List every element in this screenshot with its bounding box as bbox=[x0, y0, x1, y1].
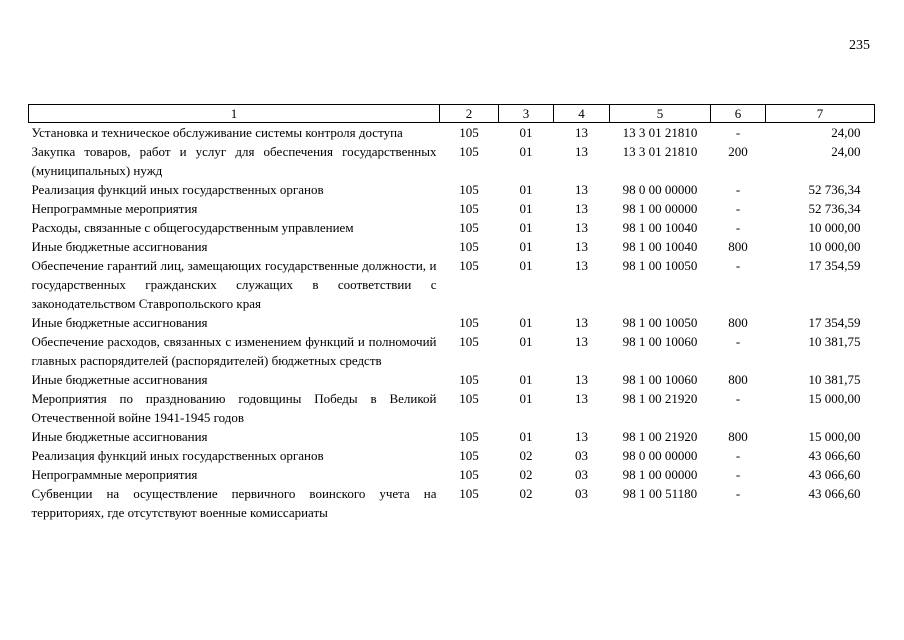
amount-cell: 52 736,34 bbox=[808, 201, 861, 216]
target-article-cell: 98 0 00 00000 bbox=[622, 182, 698, 197]
table-row bbox=[29, 123, 875, 143]
amount-cell: 52 736,34 bbox=[808, 182, 861, 197]
amount-cell: 10 000,00 bbox=[808, 239, 861, 254]
expense-type-cell: 800 bbox=[728, 239, 748, 254]
subsection-code-cell: 13 bbox=[575, 429, 588, 444]
amount-cell: 15 000,00 bbox=[808, 391, 861, 406]
table-row bbox=[29, 218, 875, 237]
ministry-code-cell: 105 bbox=[459, 201, 479, 216]
amount-cell: 43 066,60 bbox=[808, 448, 861, 463]
amount-cell: 43 066,60 bbox=[808, 486, 861, 501]
expense-type-cell: 800 bbox=[728, 372, 748, 387]
section-code-cell: 01 bbox=[519, 258, 533, 273]
column-header-5: 5 bbox=[610, 105, 711, 123]
expense-type-cell: - bbox=[735, 448, 741, 463]
subsection-code-cell: 13 bbox=[575, 258, 588, 273]
ministry-code-cell: 105 bbox=[459, 315, 479, 330]
section-code-cell: 01 bbox=[519, 315, 533, 330]
expense-name-cell: Иные бюджетные ассигнования bbox=[31, 429, 208, 444]
section-code-cell: 01 bbox=[519, 391, 533, 406]
ministry-code-cell: 105 bbox=[459, 334, 479, 349]
target-article-cell: 98 1 00 21920 bbox=[622, 391, 698, 406]
expense-type-cell: 800 bbox=[728, 429, 748, 444]
section-code-cell: 01 bbox=[519, 239, 533, 254]
table-row bbox=[29, 237, 875, 256]
subsection-code-cell: 13 bbox=[575, 144, 588, 159]
target-article-cell: 13 3 01 21810 bbox=[622, 144, 698, 159]
target-article-cell: 98 1 00 10040 bbox=[622, 220, 698, 235]
expense-type-cell: 800 bbox=[728, 315, 748, 330]
target-article-cell: 98 1 00 51180 bbox=[622, 486, 698, 501]
ministry-code-cell: 105 bbox=[459, 429, 479, 444]
column-header-2: 2 bbox=[440, 105, 499, 123]
subsection-code-cell: 03 bbox=[575, 467, 588, 482]
subsection-code-cell: 03 bbox=[575, 486, 588, 501]
ministry-code-cell: 105 bbox=[459, 467, 479, 482]
ministry-code-cell: 105 bbox=[459, 372, 479, 387]
expense-name-cell: Иные бюджетные ассигнования bbox=[31, 239, 208, 254]
ministry-code-cell: 105 bbox=[459, 448, 479, 463]
target-article-cell: 98 1 00 00000 bbox=[622, 201, 698, 216]
table-header-row bbox=[29, 105, 875, 123]
section-code-cell: 02 bbox=[519, 467, 533, 482]
ministry-code-cell: 105 bbox=[459, 486, 479, 501]
table-body bbox=[29, 123, 875, 523]
expense-type-cell: 200 bbox=[728, 144, 748, 159]
expense-name-cell: Установка и техническое обслуживание системы контроля доступа bbox=[31, 125, 403, 140]
table-row bbox=[29, 142, 875, 180]
column-header-3: 3 bbox=[499, 105, 554, 123]
amount-cell: 43 066,60 bbox=[808, 467, 861, 482]
target-article-cell: 98 1 00 10050 bbox=[622, 315, 698, 330]
expense-name-cell: Реализация функций иных государственных органов bbox=[31, 182, 324, 197]
column-header-7: 7 bbox=[766, 105, 875, 123]
table-row bbox=[29, 427, 875, 446]
expense-type-cell: - bbox=[735, 258, 741, 273]
ministry-code-cell: 105 bbox=[459, 182, 479, 197]
subsection-code-cell: 13 bbox=[575, 391, 588, 406]
expense-type-cell: - bbox=[735, 334, 741, 349]
column-header-6: 6 bbox=[711, 105, 766, 123]
table-row bbox=[29, 256, 875, 313]
expense-name-cell: Обеспечение гарантий лиц, замещающих государственные должности, и государственных гражданских служащих в соответствии с законодательством Ставропольского края bbox=[31, 258, 437, 311]
target-article-cell: 98 1 00 21920 bbox=[622, 429, 698, 444]
target-article-cell: 98 1 00 10050 bbox=[622, 258, 698, 273]
column-header-1: 1 bbox=[29, 105, 440, 123]
section-code-cell: 01 bbox=[519, 125, 533, 140]
target-article-cell: 98 1 00 10060 bbox=[622, 334, 698, 349]
amount-cell: 15 000,00 bbox=[808, 429, 861, 444]
section-code-cell: 01 bbox=[519, 144, 533, 159]
section-code-cell: 01 bbox=[519, 201, 533, 216]
expense-name-cell: Мероприятия по празднованию годовщины Победы в Великой Отечественной войне 1941-1945 годов bbox=[31, 391, 437, 425]
amount-cell: 10 381,75 bbox=[808, 334, 861, 349]
section-code-cell: 02 bbox=[519, 448, 533, 463]
expense-type-cell: - bbox=[735, 201, 741, 216]
subsection-code-cell: 13 bbox=[575, 125, 588, 140]
subsection-code-cell: 13 bbox=[575, 334, 588, 349]
section-code-cell: 02 bbox=[519, 486, 533, 501]
amount-cell: 10 000,00 bbox=[808, 220, 861, 235]
expense-name-cell: Обеспечение расходов, связанных с изменением функций и полномочий главных распорядителей (распорядителей) бюджетных средств bbox=[31, 334, 437, 368]
expense-type-cell: - bbox=[735, 182, 741, 197]
column-header-4: 4 bbox=[554, 105, 610, 123]
table-row bbox=[29, 465, 875, 484]
amount-cell: 24,00 bbox=[831, 144, 861, 159]
expense-name-cell: Непрограммные мероприятия bbox=[31, 201, 198, 216]
table-row bbox=[29, 389, 875, 427]
table-row bbox=[29, 199, 875, 218]
section-code-cell: 01 bbox=[519, 220, 533, 235]
ministry-code-cell: 105 bbox=[459, 144, 479, 159]
expense-name-cell: Субвенции на осуществление первичного воинского учета на территориях, где отсутствуют военные комиссариаты bbox=[31, 486, 437, 520]
ministry-code-cell: 105 bbox=[459, 391, 479, 406]
subsection-code-cell: 13 bbox=[575, 220, 588, 235]
expense-name-cell: Иные бюджетные ассигнования bbox=[31, 372, 208, 387]
expense-type-cell: - bbox=[735, 486, 741, 501]
subsection-code-cell: 13 bbox=[575, 182, 588, 197]
ministry-code-cell: 105 bbox=[459, 125, 479, 140]
section-code-cell: 01 bbox=[519, 429, 533, 444]
subsection-code-cell: 13 bbox=[575, 315, 588, 330]
table-row bbox=[29, 484, 875, 522]
table-row bbox=[29, 332, 875, 370]
table-row bbox=[29, 313, 875, 332]
expense-name-cell: Реализация функций иных государственных органов bbox=[31, 448, 324, 463]
target-article-cell: 98 1 00 10040 bbox=[622, 239, 698, 254]
subsection-code-cell: 13 bbox=[575, 201, 588, 216]
expense-type-cell: - bbox=[735, 391, 741, 406]
subsection-code-cell: 13 bbox=[575, 372, 588, 387]
table-row bbox=[29, 446, 875, 465]
target-article-cell: 13 3 01 21810 bbox=[622, 125, 698, 140]
target-article-cell: 98 1 00 00000 bbox=[622, 467, 698, 482]
section-code-cell: 01 bbox=[519, 182, 533, 197]
target-article-cell: 98 0 00 00000 bbox=[622, 448, 698, 463]
section-code-cell: 01 bbox=[519, 334, 533, 349]
amount-cell: 10 381,75 bbox=[808, 372, 861, 387]
expense-name-cell: Закупка товаров, работ и услуг для обеспечения государственных (муниципальных) нужд bbox=[31, 144, 437, 178]
amount-cell: 17 354,59 bbox=[808, 258, 861, 273]
expense-name-cell: Расходы, связанные с общегосударственным управлением bbox=[31, 220, 354, 235]
expense-type-cell: - bbox=[735, 125, 741, 140]
subsection-code-cell: 13 bbox=[575, 239, 588, 254]
budget-table bbox=[28, 104, 875, 522]
ministry-code-cell: 105 bbox=[459, 220, 479, 235]
expense-name-cell: Непрограммные мероприятия bbox=[31, 467, 198, 482]
expense-type-cell: - bbox=[735, 220, 741, 235]
ministry-code-cell: 105 bbox=[459, 258, 479, 273]
amount-cell: 24,00 bbox=[831, 125, 861, 140]
table-row bbox=[29, 370, 875, 389]
amount-cell: 17 354,59 bbox=[808, 315, 861, 330]
ministry-code-cell: 105 bbox=[459, 239, 479, 254]
table-row bbox=[29, 180, 875, 199]
section-code-cell: 01 bbox=[519, 372, 533, 387]
expense-name-cell: Иные бюджетные ассигнования bbox=[31, 315, 208, 330]
page-number: 235 bbox=[849, 38, 870, 53]
target-article-cell: 98 1 00 10060 bbox=[622, 372, 698, 387]
subsection-code-cell: 03 bbox=[575, 448, 588, 463]
expense-type-cell: - bbox=[735, 467, 741, 482]
